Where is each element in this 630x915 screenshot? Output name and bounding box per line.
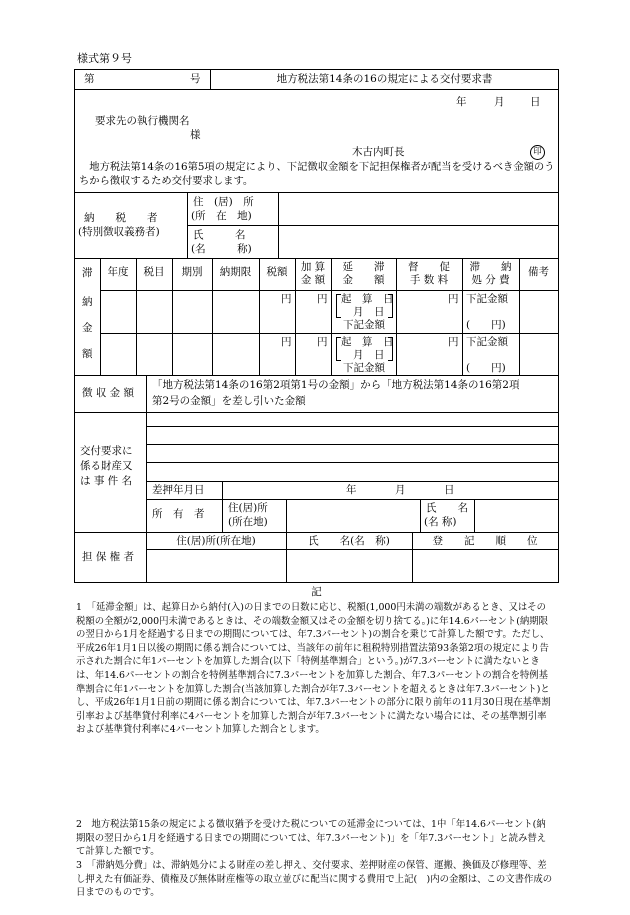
number-prefix: 第: [84, 73, 95, 85]
note-item-1: 1 「延滞金額」は、起算日から納付(入)の日までの日数に応じ、税額(1,000円未満の端数があるとき、又はその税額の全額が2,000円未満であるときは、その端数金額又はその金額を切り捨てる。)に年14.6パーセント(納期限の翌日から1月を経過する日までの期間については、年7.3パーセント)の割合を乗じて計算した額です。ただし、平成26年1月1日以後の期間に係る割合については、当該年の前年に租税特別措置法第93条第2項の規定により告示された割合に年1パーセントを加算した割合(以下「特例基準割合」という。)が7.3パーセントに満たないときは、年14.6パーセントの割合を特例基準割合に7.3パーセントを加算した割合、年7.3パーセントの割合を特例基準割合に年1パーセントを加算した割合(当該加算した割合が年7.3パーセントを超えるときは年7.3パーセント)とし、平成26年1月1日前の期間に係る割合については、年7.3パーセントの部分に限り前年の11月30日現在基準割引率および基準貸付利率に4パーセントを加算した割合が年7.3パーセントに満たない場合には、その基準割引率および基準貸付利率に4パーセント加算した割合とします。: [76, 602, 551, 736]
taxpayer-label: 納 税 者: [84, 212, 158, 224]
row1-added-yen: 円: [317, 293, 328, 305]
security-col-name: 氏 名(名 称): [308, 535, 390, 547]
col-due-date: 納期限: [219, 266, 252, 278]
date-day: 日: [530, 96, 541, 108]
row2-disposition-label: 下記金額: [466, 336, 508, 348]
owner-name-label: 氏 名: [426, 502, 468, 514]
row2-month-day-label: 月 日: [353, 349, 385, 361]
property-label-1: 交付要求に: [80, 445, 133, 457]
row2-disposition-amount: ( 円): [466, 362, 506, 374]
owner-label: 所 有 者: [152, 508, 205, 520]
recipient-honorific: 様: [190, 129, 201, 141]
arrears-side-2: 納: [82, 296, 93, 308]
col-fee-2: 手 数 料: [409, 274, 449, 286]
date-year: 年: [456, 96, 467, 108]
col-remarks: 備考: [528, 266, 549, 278]
seizure-year: 年: [346, 484, 357, 496]
seal-mark: 印: [530, 145, 545, 160]
owner-name-sublabel: (名 称): [424, 516, 457, 528]
note-item-2: 2 地方税法第15条の規定による徴収猶予を受けた税についての延滞金については、1中「年14.6パーセント(納期限の翌日から1月を経過する日までの期間については、年7.3パーセント)」を「年7.3パーセント」と読み替えて計算した額です。: [76, 819, 547, 858]
col-late-2: 金 額: [342, 274, 385, 286]
collection-text-1: 「地方税法第14条の16第2項第1号の金額」から「地方税法第14条の16第2項: [152, 379, 520, 391]
arrears-side-1: 滞: [82, 267, 93, 279]
property-label-2: 係る財産又: [80, 460, 133, 472]
seizure-month: 月: [395, 484, 406, 496]
form-number: 様式第９号: [77, 52, 132, 65]
col-added-1: 加 算: [300, 261, 326, 273]
col-late-1: 延 滞: [342, 261, 385, 273]
property-label-3: は 事 件 名: [80, 475, 133, 487]
col-fiscal-year: 年度: [107, 266, 129, 278]
document-title: 地方税法第14条の16の規定による交付要求書: [276, 73, 493, 85]
row2-below-amount: 下記金額: [343, 362, 385, 374]
seizure-date-label: 差押年月日: [152, 484, 205, 496]
arrears-side-3: 金: [82, 322, 93, 334]
taxpayer-address-sublabel: (所 在 地): [191, 210, 252, 222]
row2-start-date-label: 起 算 日: [341, 336, 394, 348]
row1-disposition-label: 下記金額: [466, 293, 508, 305]
sender-name: 木古内町長: [352, 146, 405, 158]
security-holder-label: 担 保 権 者: [82, 551, 135, 563]
number-suffix: 号: [190, 73, 201, 85]
col-added-2: 金 額: [300, 274, 326, 286]
row1-tax-yen: 円: [281, 293, 292, 305]
taxpayer-name-label: 氏 名: [193, 229, 246, 241]
col-fee-1: 督 促: [408, 261, 450, 273]
row1-month-day-label: 月 日: [353, 306, 385, 318]
taxpayer-name-sublabel: (名 称): [191, 243, 252, 255]
seizure-day: 日: [444, 484, 455, 496]
col-disposition-2: 処 分 費: [471, 274, 510, 286]
owner-address-label: 住(居)所: [228, 502, 268, 514]
recipient-label: 要求先の執行機関名: [95, 115, 190, 127]
arrears-side-4: 額: [82, 348, 93, 360]
row1-disposition-amount: ( 円): [466, 319, 506, 331]
row1-fee-yen: 円: [448, 293, 459, 305]
col-period: 期別: [181, 266, 203, 278]
col-tax-amount: 税額: [266, 266, 288, 278]
row2-fee-yen: 円: [448, 336, 459, 348]
date-month: 月: [494, 96, 505, 108]
security-col-rank: 登 記 順 位: [432, 535, 538, 547]
collection-label: 徴 収 金 額: [82, 387, 135, 399]
row1-below-amount: 下記金額: [343, 319, 385, 331]
row2-added-yen: 円: [317, 336, 328, 348]
security-col-address: 住(居)所(所在地): [176, 535, 256, 547]
collection-text-2: 第2号の金額」を差し引いた金額: [152, 395, 306, 407]
owner-address-sublabel: (所在地): [228, 516, 268, 528]
note-item-3: 3 「滞納処分費」は、滞納処分による財産の差し押え、交付要求、差押財産の保管、運搬、換価及び修理等、差し押えた有価証券、債権及び無体財産権等の取立並びに配当に関する費用で上記( )内の金額は、この文書作成の日までのものです。: [76, 860, 553, 899]
col-disposition-1: 滞 納: [469, 261, 512, 273]
row1-start-date-label: 起 算 日: [341, 293, 394, 305]
col-tax-item: 税目: [143, 266, 165, 278]
taxpayer-sublabel: (特別徴収義務者): [78, 226, 160, 238]
row2-tax-yen: 円: [281, 336, 292, 348]
notes-heading: 記: [311, 586, 322, 598]
intro-text: 地方税法第14条の16第5項の規定により、下記徴収金額を下記担保権者が配当を受けるべき金額のうちから徴収するため交付要求します。: [79, 161, 555, 187]
taxpayer-address-label: 住 (居) 所: [193, 196, 254, 208]
